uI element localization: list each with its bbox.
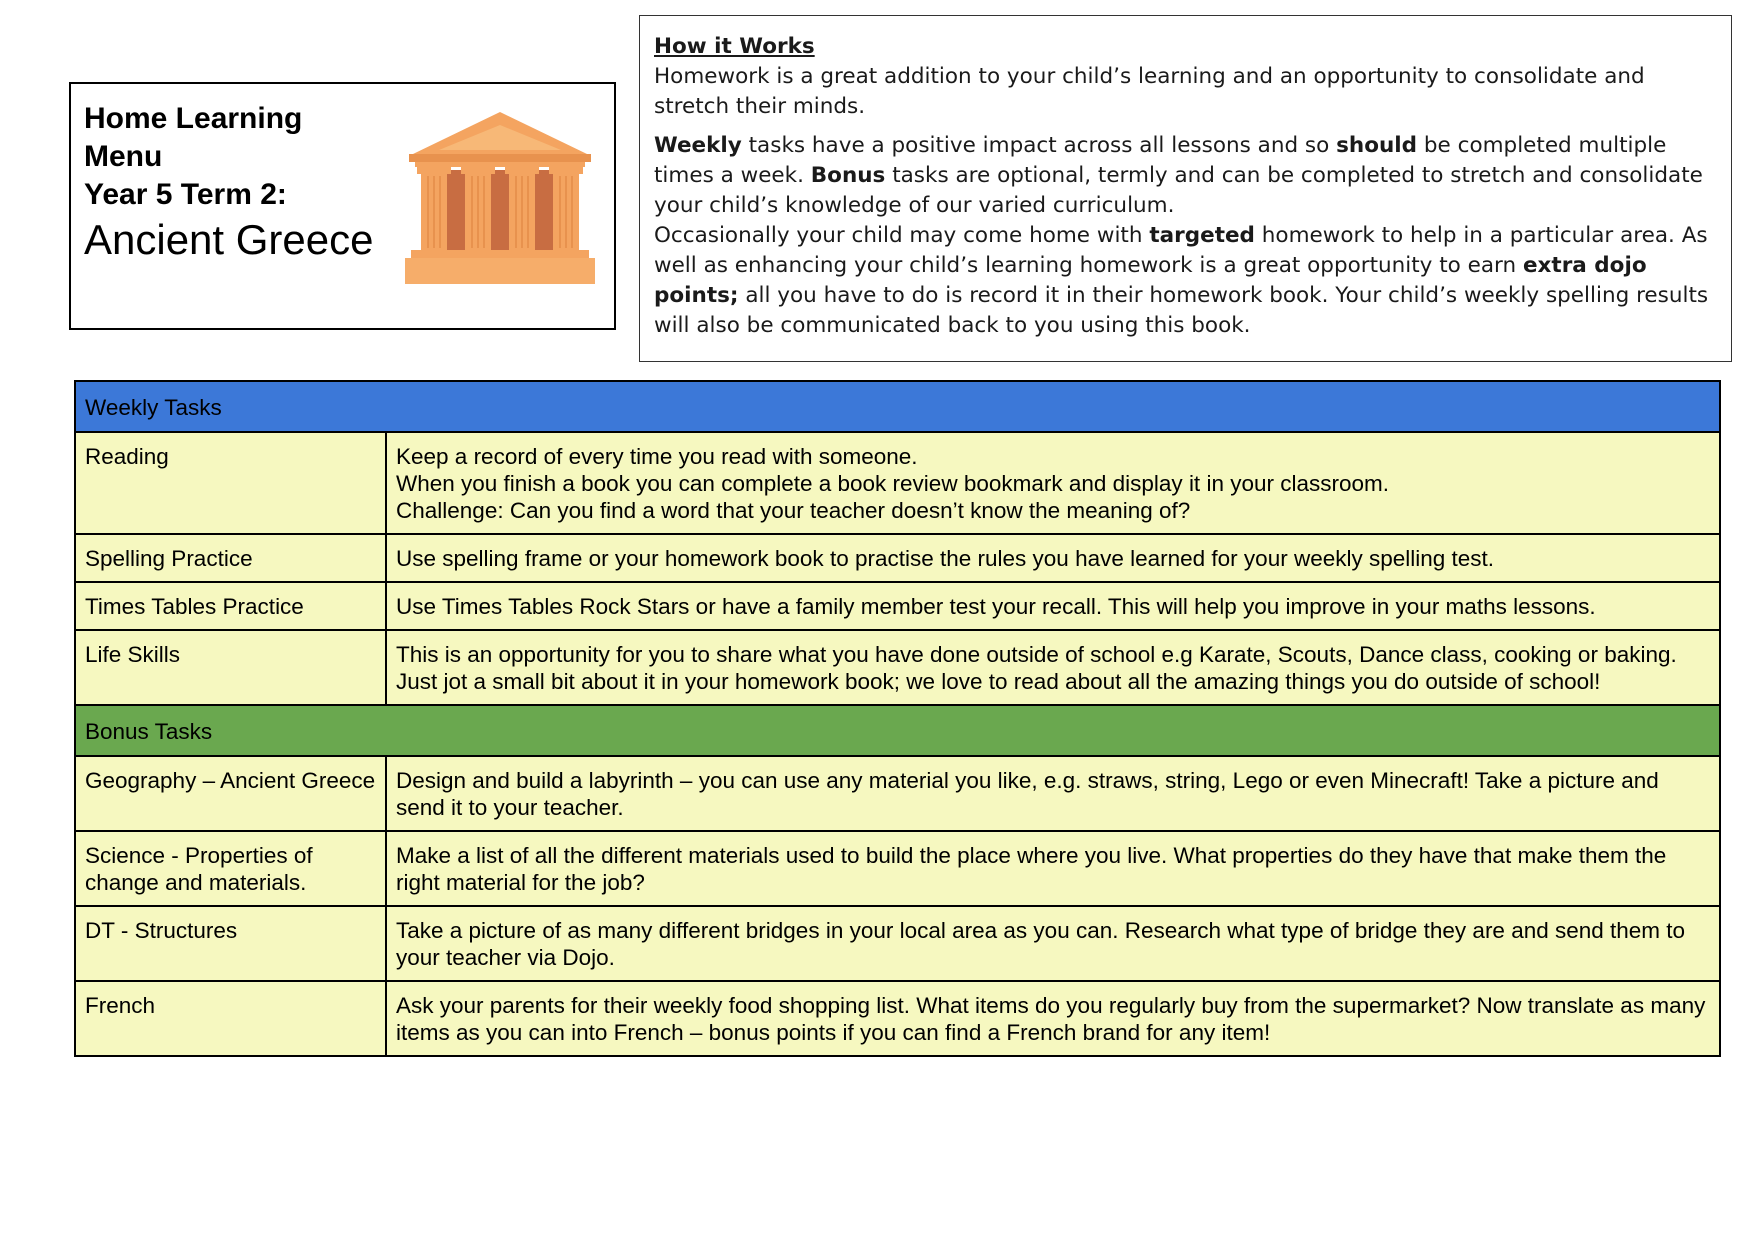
description-line: This is an opportunity for you to share what you have done outside of school e.g Karate, Scouts, Dance class, cooking or baking. xyxy=(396,642,1677,667)
table-row xyxy=(75,831,1720,906)
description-line: Take a picture of as many different bridges in your local area as you can. Research what type of bridge they are and send them to your teacher via Dojo. xyxy=(396,918,1686,970)
bonus-emphasis: Bonus xyxy=(810,163,886,188)
task-description xyxy=(386,756,1720,831)
task-description xyxy=(386,630,1720,705)
para2-text-1: tasks have a positive impact across all lessons and so xyxy=(741,133,1337,158)
table-row xyxy=(75,534,1720,582)
para2-text-3: tasks are optional, termly and can be completed to stretch and consolidate your child’s knowledge of our varied curriculum. xyxy=(654,163,1703,218)
how-it-works-targeted xyxy=(654,221,1717,341)
table-row xyxy=(75,906,1720,981)
table-row xyxy=(75,756,1720,831)
dojo-emphasis: extra dojo points; xyxy=(654,253,1647,308)
table-row xyxy=(75,582,1720,630)
task-description xyxy=(386,432,1720,534)
task-name: Life Skills xyxy=(75,630,386,705)
how-it-works-weekly-bonus xyxy=(654,131,1717,221)
description-line: Use Times Tables Rock Stars or have a family member test your recall. This will help you improve in your maths lessons. xyxy=(396,594,1596,619)
task-name: Spelling Practice xyxy=(75,534,386,582)
homework-menu-table xyxy=(74,380,1721,1057)
bonus-tasks-header-row xyxy=(75,705,1720,756)
task-name: French xyxy=(75,981,386,1056)
greek-temple-icon xyxy=(401,112,599,284)
task-description xyxy=(386,831,1720,906)
how-it-works-intro: Homework is a great addition to your child’s learning and an opportunity to consolidate and stretch their minds. xyxy=(654,64,1645,119)
para2-text-2: be completed multiple times a week. xyxy=(654,133,1667,188)
task-name: Times Tables Practice xyxy=(75,582,386,630)
task-name: Science - Properties of change and materials. xyxy=(75,831,386,906)
description-line: Just jot a small bit about it in your homework book; we love to read about all the amazing things you do outside of school! xyxy=(396,669,1601,694)
table-row xyxy=(75,432,1720,534)
task-description xyxy=(386,981,1720,1056)
bonus-tasks-header: Bonus Tasks xyxy=(75,705,1720,756)
description-line: Keep a record of every time you read with someone. xyxy=(396,444,918,469)
task-name: Reading xyxy=(75,432,386,534)
title-block xyxy=(84,100,374,264)
how-it-works-heading: How it Works xyxy=(654,34,815,59)
task-name: Geography – Ancient Greece xyxy=(75,756,386,831)
weekly-emphasis: Weekly xyxy=(654,133,742,158)
how-it-works-box xyxy=(639,15,1732,362)
table-row xyxy=(75,630,1720,705)
should-emphasis: should xyxy=(1336,133,1418,158)
title-line-1: Home Learning xyxy=(84,102,303,135)
description-line: Design and build a labyrinth – you can use any material you like, e.g. straws, string, Lego or even Minecraft! Take a picture and send it to your teacher. xyxy=(396,768,1659,820)
description-line: Challenge: Can you find a word that your teacher doesn’t know the meaning of? xyxy=(396,498,1191,523)
para3-text-1: Occasionally your child may come home with xyxy=(654,223,1150,248)
description-line: When you finish a book you can complete a book review bookmark and display it in your classroom. xyxy=(396,471,1389,496)
table-row xyxy=(75,981,1720,1056)
weekly-tasks-header: Weekly Tasks xyxy=(75,381,1720,432)
task-description xyxy=(386,582,1720,630)
task-description xyxy=(386,534,1720,582)
targeted-emphasis: targeted xyxy=(1149,223,1255,248)
title-topic: Ancient Greece xyxy=(84,216,374,263)
task-description xyxy=(386,906,1720,981)
weekly-tasks-header-row xyxy=(75,381,1720,432)
para3-text-2: homework to help in a particular area. As well as enhancing your child’s learning homework is a great opportunity to earn xyxy=(654,223,1708,278)
title-box xyxy=(69,82,616,330)
description-line: Use spelling frame or your homework book to practise the rules you have learned for your weekly spelling test. xyxy=(396,546,1495,571)
description-line: Ask your parents for their weekly food shopping list. What items do you regularly buy from the supermarket? Now translate as many items as you can into French – bonus points if you can find a French brand for any item! xyxy=(396,993,1706,1045)
task-name: DT - Structures xyxy=(75,906,386,981)
title-line-3: Year 5 Term 2: xyxy=(84,178,287,211)
title-line-2: Menu xyxy=(84,140,163,173)
para3-text-3: all you have to do is record it in their homework book. Your child’s weekly spelling results will also be communicated back to you using this book. xyxy=(654,283,1709,338)
description-line: Make a list of all the different materials used to build the place where you live. What properties do they have that make them the right material for the job? xyxy=(396,843,1667,895)
